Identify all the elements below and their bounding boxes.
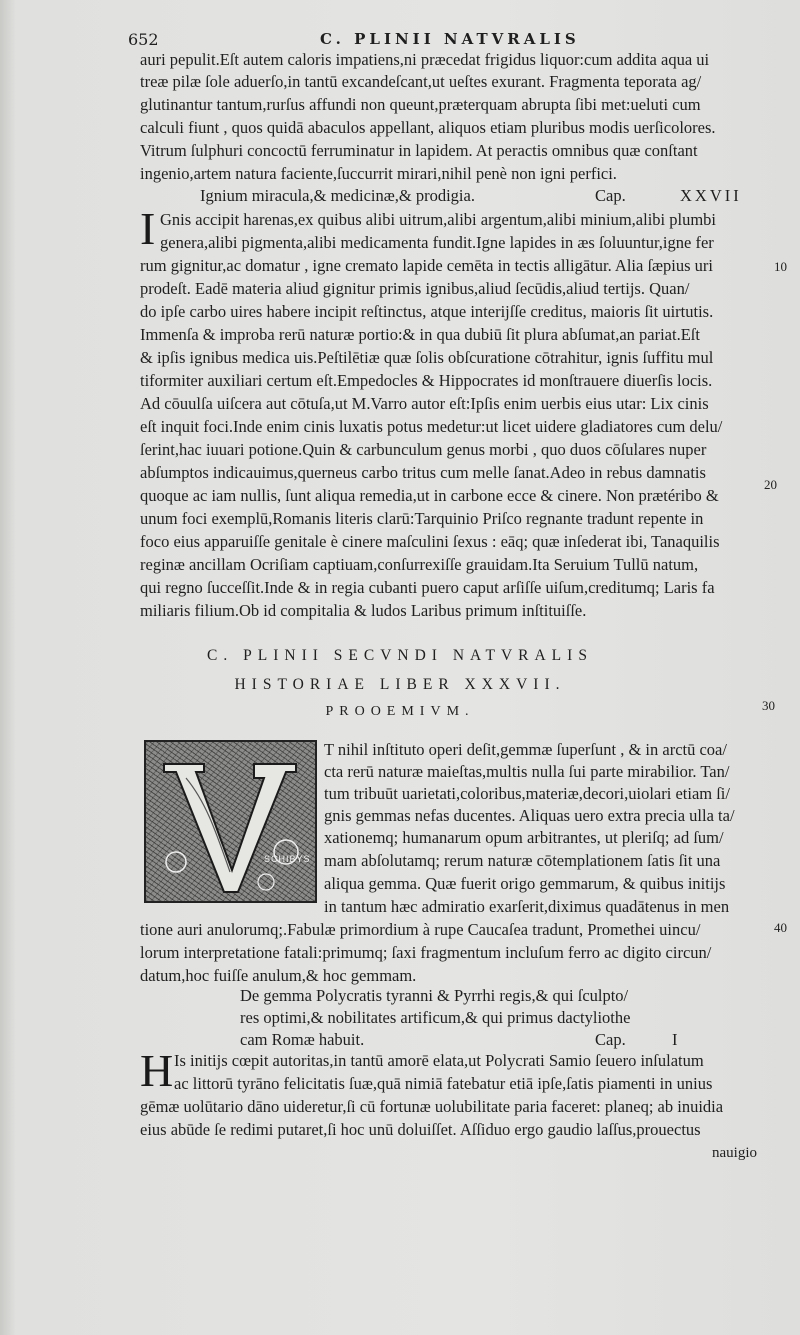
text-line: foco eius apparuiſſe genitale è cinere maſculini ſexus : eāq; quæ inſederat ibi, Tanaquilis [140, 532, 720, 551]
text-line: Vitrum ſulphuri concoctū ferruminatur in lapidem. At peractis omnibus quæ conſtant [140, 141, 698, 160]
text-line: ingenio,artem natura faciente,ſuccurrit mirari,nihil penè non igni perfici. [140, 164, 617, 183]
text-line: quoque ac iam nullis, ſunt aliqua remedia,ut in carbone ecce & cinere. Non prætéribo & [140, 486, 719, 505]
text-line: in tantum hæc admiratio exarſerit,diximus quadātenus in men [324, 897, 730, 916]
text-line: mam abſolutamq; rerum naturæ cōtemplationem ſatis ſit una [324, 851, 721, 870]
drop-initial: I [140, 203, 156, 254]
chapter-title-line: De gemma Polycratis tyranni & Pyrrhi regis,& qui ſculpto/ [240, 986, 629, 1005]
text-line: prodeſt. Eadē materia aliud gignitur primis ignibus,aliud ſecūdis,aliud tertijs. Quan/ [140, 279, 690, 298]
catchword: nauigio [712, 1145, 757, 1161]
text-line: rum gignitur,ac domatur , igne cremato lapide cemēta in tectis alligātur. Alia ſæpius uri [140, 256, 714, 275]
chapter-title: Ignium miracula,& medicinæ,& prodigia. [200, 186, 475, 205]
text-line: do ipſe carbo uires habere incipit reſtinctus, atque interijſſe creditus, maioris ſit uirtutis. [140, 302, 714, 321]
chapter-title-line: cam Romæ habuit. [240, 1030, 365, 1049]
text-line: calculi fiunt , quos quidā abaculos appellant, aliquos etiam pluribus modis uerſicolores. [140, 118, 716, 137]
text-line: eius abūde ſe redimi putaret,ſi hoc unū doluiſſet. Aſſiduo ergo gaudio laſſus,prouectus [140, 1120, 701, 1139]
text-line: datum,hoc fuiſſe anulum,& hoc gemmam. [140, 966, 417, 985]
text-line: Gnis accipit harenas,ex quibus alibi uitrum,alibi argentum,alibi minium,alibi plumbi [160, 210, 717, 229]
text-line: Is initijs cœpit autoritas,in tantū amorē elata,ut Polycrati Samio ſeuero inſulatum [174, 1051, 704, 1070]
text-line: miliaris filium.Ob id compitalia & ludos Laribus primum inſtituiſſe. [140, 601, 587, 620]
text-line: eſt inquit foci.Inde enim cinis luxatis potus medetur:ut licet uidere gladiatores cum delu/ [140, 417, 723, 436]
book-title-line: HISTORIAE LIBER XXXVII. [234, 676, 566, 693]
woodcut-inscription: SCHIBYS [264, 854, 311, 864]
margin-line-number: 40 [774, 920, 787, 935]
chapter-title-line: res optimi,& nobilitates artificum,& qui primus dactyliothe [240, 1008, 631, 1027]
text-line: glutinantur tantum,rurſus affundi non queunt,præterquam abrupta ſibi met:ueluti cum [140, 95, 701, 114]
chapter-number: I [672, 1030, 681, 1049]
text-line: cta rerū naturæ maieſtas,multis nulla ſui parte mirabilior. Tan/ [324, 762, 730, 781]
page-number: 652 [128, 30, 159, 49]
running-head: C. PLINII NATVRALIS [320, 30, 580, 48]
text-line: auri pepulit.Eſt autem caloris impatiens,ni præcedat frigidus liquor:cum addita aqua ui [140, 50, 710, 69]
text-line: ac littorū tyrāno felicitatis ſuæ,quā nimiā fatebatur etiā ipſe,ſatis piamenti in unius [174, 1074, 713, 1093]
text-line: genera,alibi pigmenta,alibi medicamenta fundit.Igne lapides in æs ſoluuntur,igne fer [160, 233, 714, 252]
text-line: ſerint,hac iuuari potione.Quin & carbunculum genus morbi , quo duos cōſulares nuper [140, 440, 707, 459]
text-line: treæ pilæ ſole aduerſo,in tantū excandeſcant,ut ueſtes exurant. Fragmenta teporata ag/ [140, 72, 702, 91]
chapter-cap-label: Cap. [595, 186, 626, 205]
margin-line-number: 20 [764, 477, 777, 492]
text-line: gēmæ uolūtario dāno uideretur,ſi cū fortunæ uolubilitate paria faceret: planeq; ab inuidia [140, 1097, 724, 1116]
text-line: xationemq; humanarum opum arbitrantes, ut pleriſq; ad ſum/ [324, 828, 724, 847]
margin-line-number: 30 [762, 698, 775, 713]
text-line: reginæ ancillam Ocriſiam captiuam,conſurrexiſſe grauidam.Ita Seruium Tullū natum, [140, 555, 699, 574]
text-line: T nihil inſtituto operi deſit,gemmæ ſuperſunt , & in arctū coa/ [324, 740, 727, 759]
text-line: & ipſis ignibus medica uis.Peſtilētiæ quæ ſolis obſcuratione cōtrahitur, ignis ſuffitu mul [140, 348, 714, 367]
book-title-line: C. PLINII SECVNDI NATVRALIS [207, 647, 593, 664]
text-line: tiformiter auxiliari certum eſt.Empedocles & Hippocrates id monſtrauere diuerſis locis. [140, 371, 713, 390]
letter-v-icon [146, 742, 315, 901]
margin-line-number: 10 [774, 259, 787, 274]
drop-initial: H [140, 1045, 174, 1096]
text-line: abſumptos indicauimus,querneus carbo tritus cum melle ſanat.Adeo in rebus damnatis [140, 463, 706, 482]
text-line: Immenſa & improba rerū naturæ portio:& in qua dubiū ſit plura abſumat,an pariat.Eſt [140, 325, 700, 344]
woodcut-initial-v [144, 740, 317, 903]
chapter-cap-label: Cap. [595, 1030, 626, 1049]
prooemium-heading: PROOEMIVM. [325, 704, 475, 719]
chapter-number: XXVII [680, 186, 742, 205]
text-line: tione auri anulorumq;.Fabulæ primordium à rupe Caucaſea tradunt, Promethei uincu/ [140, 920, 701, 939]
text-line: unum foci exemplū,Romanis literis clarū:Tarquinio Priſco regnante tradunt repente in [140, 509, 704, 528]
text-line: aliqua gemma. Quæ fuerit origo gemmarum, & quibus initijs [324, 874, 726, 893]
text-line: Ad cōuulſa uiſcera aut cōtuſa,ut M.Varro autor eſt:Ipſis enim uerbis eius utar: Lix cinis [140, 394, 709, 413]
text-line: tum tribuūt uarietati,coloribus,materiæ,decori,uiolari etiam ſi/ [324, 784, 730, 803]
text-line: gnis gemmas nefas ducentes. Aliquas uero extra precia ulla ta/ [324, 806, 735, 825]
text-line: qui regno ſucceſſit.Inde & in regia cubanti puero caput arſiſſe uiſum,creditumq; Laris fa [140, 578, 715, 597]
text-line: lorum interpretatione fatali:primumq; ſaxi fragmentum incluſum ferro ac digito circun/ [140, 943, 712, 962]
